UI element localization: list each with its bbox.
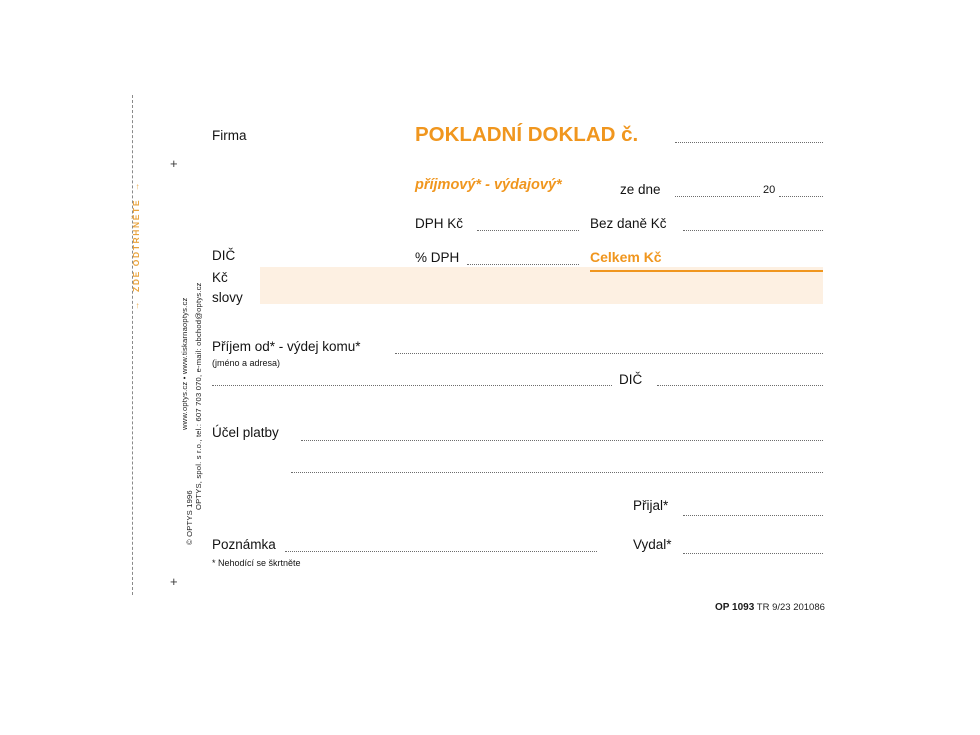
perforation-dashed-line (132, 95, 133, 595)
label-slovy: slovy (212, 290, 243, 305)
net-amount-field[interactable] (683, 230, 823, 231)
payer-address-field[interactable] (212, 385, 612, 386)
footnote-strike-out: * Nehodící se škrtněte (212, 558, 301, 568)
registration-mark-bottom: + (170, 574, 178, 589)
tear-here-label (131, 181, 141, 310)
imprint-web: www.optys.cz • www.tiskarnaoptys.cz (180, 297, 189, 430)
label-firma: Firma (212, 128, 247, 143)
label-ze-dne: ze dne (620, 182, 661, 197)
amount-in-words-field[interactable] (260, 267, 823, 304)
total-amount-underline (590, 270, 823, 272)
form-code (715, 602, 825, 613)
label-kc: Kč (212, 270, 228, 285)
date-year-field[interactable] (779, 196, 823, 197)
label-prijem-od: Příjem od* - výdej komu* (212, 339, 361, 354)
doc-type-subtitle: příjmový* - výdajový* (415, 177, 562, 193)
label-dic: DIČ (212, 248, 236, 263)
label-prijal: Přijal* (633, 498, 669, 513)
label-year-prefix: 20 (763, 184, 776, 196)
page-title: POKLADNÍ DOKLAD č. (415, 123, 639, 146)
imprint-copyright: © OPTYS 1996 (185, 490, 194, 545)
imprint-company: OPTYS, spol. s r.o., tel.: 607 703 070, e-mail: obchod@optys.cz (194, 282, 203, 510)
vat-rate-field[interactable] (467, 264, 579, 265)
label-poznamka: Poznámka (212, 537, 276, 552)
tear-arrow-right: → (131, 180, 141, 191)
issued-by-field[interactable] (683, 553, 823, 554)
received-by-field[interactable] (683, 515, 823, 516)
form-code-number: 201086 (793, 602, 825, 613)
payment-purpose-field-1[interactable] (301, 440, 823, 441)
tear-here-text: ZDE ODTRHNĚTE (131, 198, 141, 292)
label-vydal: Vydal* (633, 537, 672, 552)
label-celkem-kc: Celkem Kč (590, 249, 662, 265)
perforation-column (118, 95, 178, 595)
cash-voucher-form (205, 110, 845, 620)
date-day-field[interactable] (675, 196, 760, 197)
tear-arrow-left: → (131, 299, 141, 310)
label-ucel-platby: Účel platby (212, 425, 279, 440)
label-dic-2: DIČ (619, 372, 643, 387)
note-field[interactable] (285, 551, 597, 552)
registration-mark-top: + (170, 156, 178, 171)
form-code-main: OP 1093 (715, 602, 755, 613)
label-dph-kc: DPH Kč (415, 216, 464, 231)
label-bez-dane-kc: Bez daně Kč (590, 216, 667, 231)
label-procento-dph: % DPH (415, 250, 460, 265)
payer-dic-field[interactable] (657, 385, 823, 386)
payment-purpose-field-2[interactable] (291, 472, 823, 473)
payer-name-field[interactable] (395, 353, 823, 354)
form-code-variant: TR 9/23 (756, 602, 791, 613)
dph-amount-field[interactable] (477, 230, 579, 231)
doc-number-field[interactable] (675, 142, 823, 143)
label-jmeno-adresa: (jméno a adresa) (212, 358, 281, 368)
